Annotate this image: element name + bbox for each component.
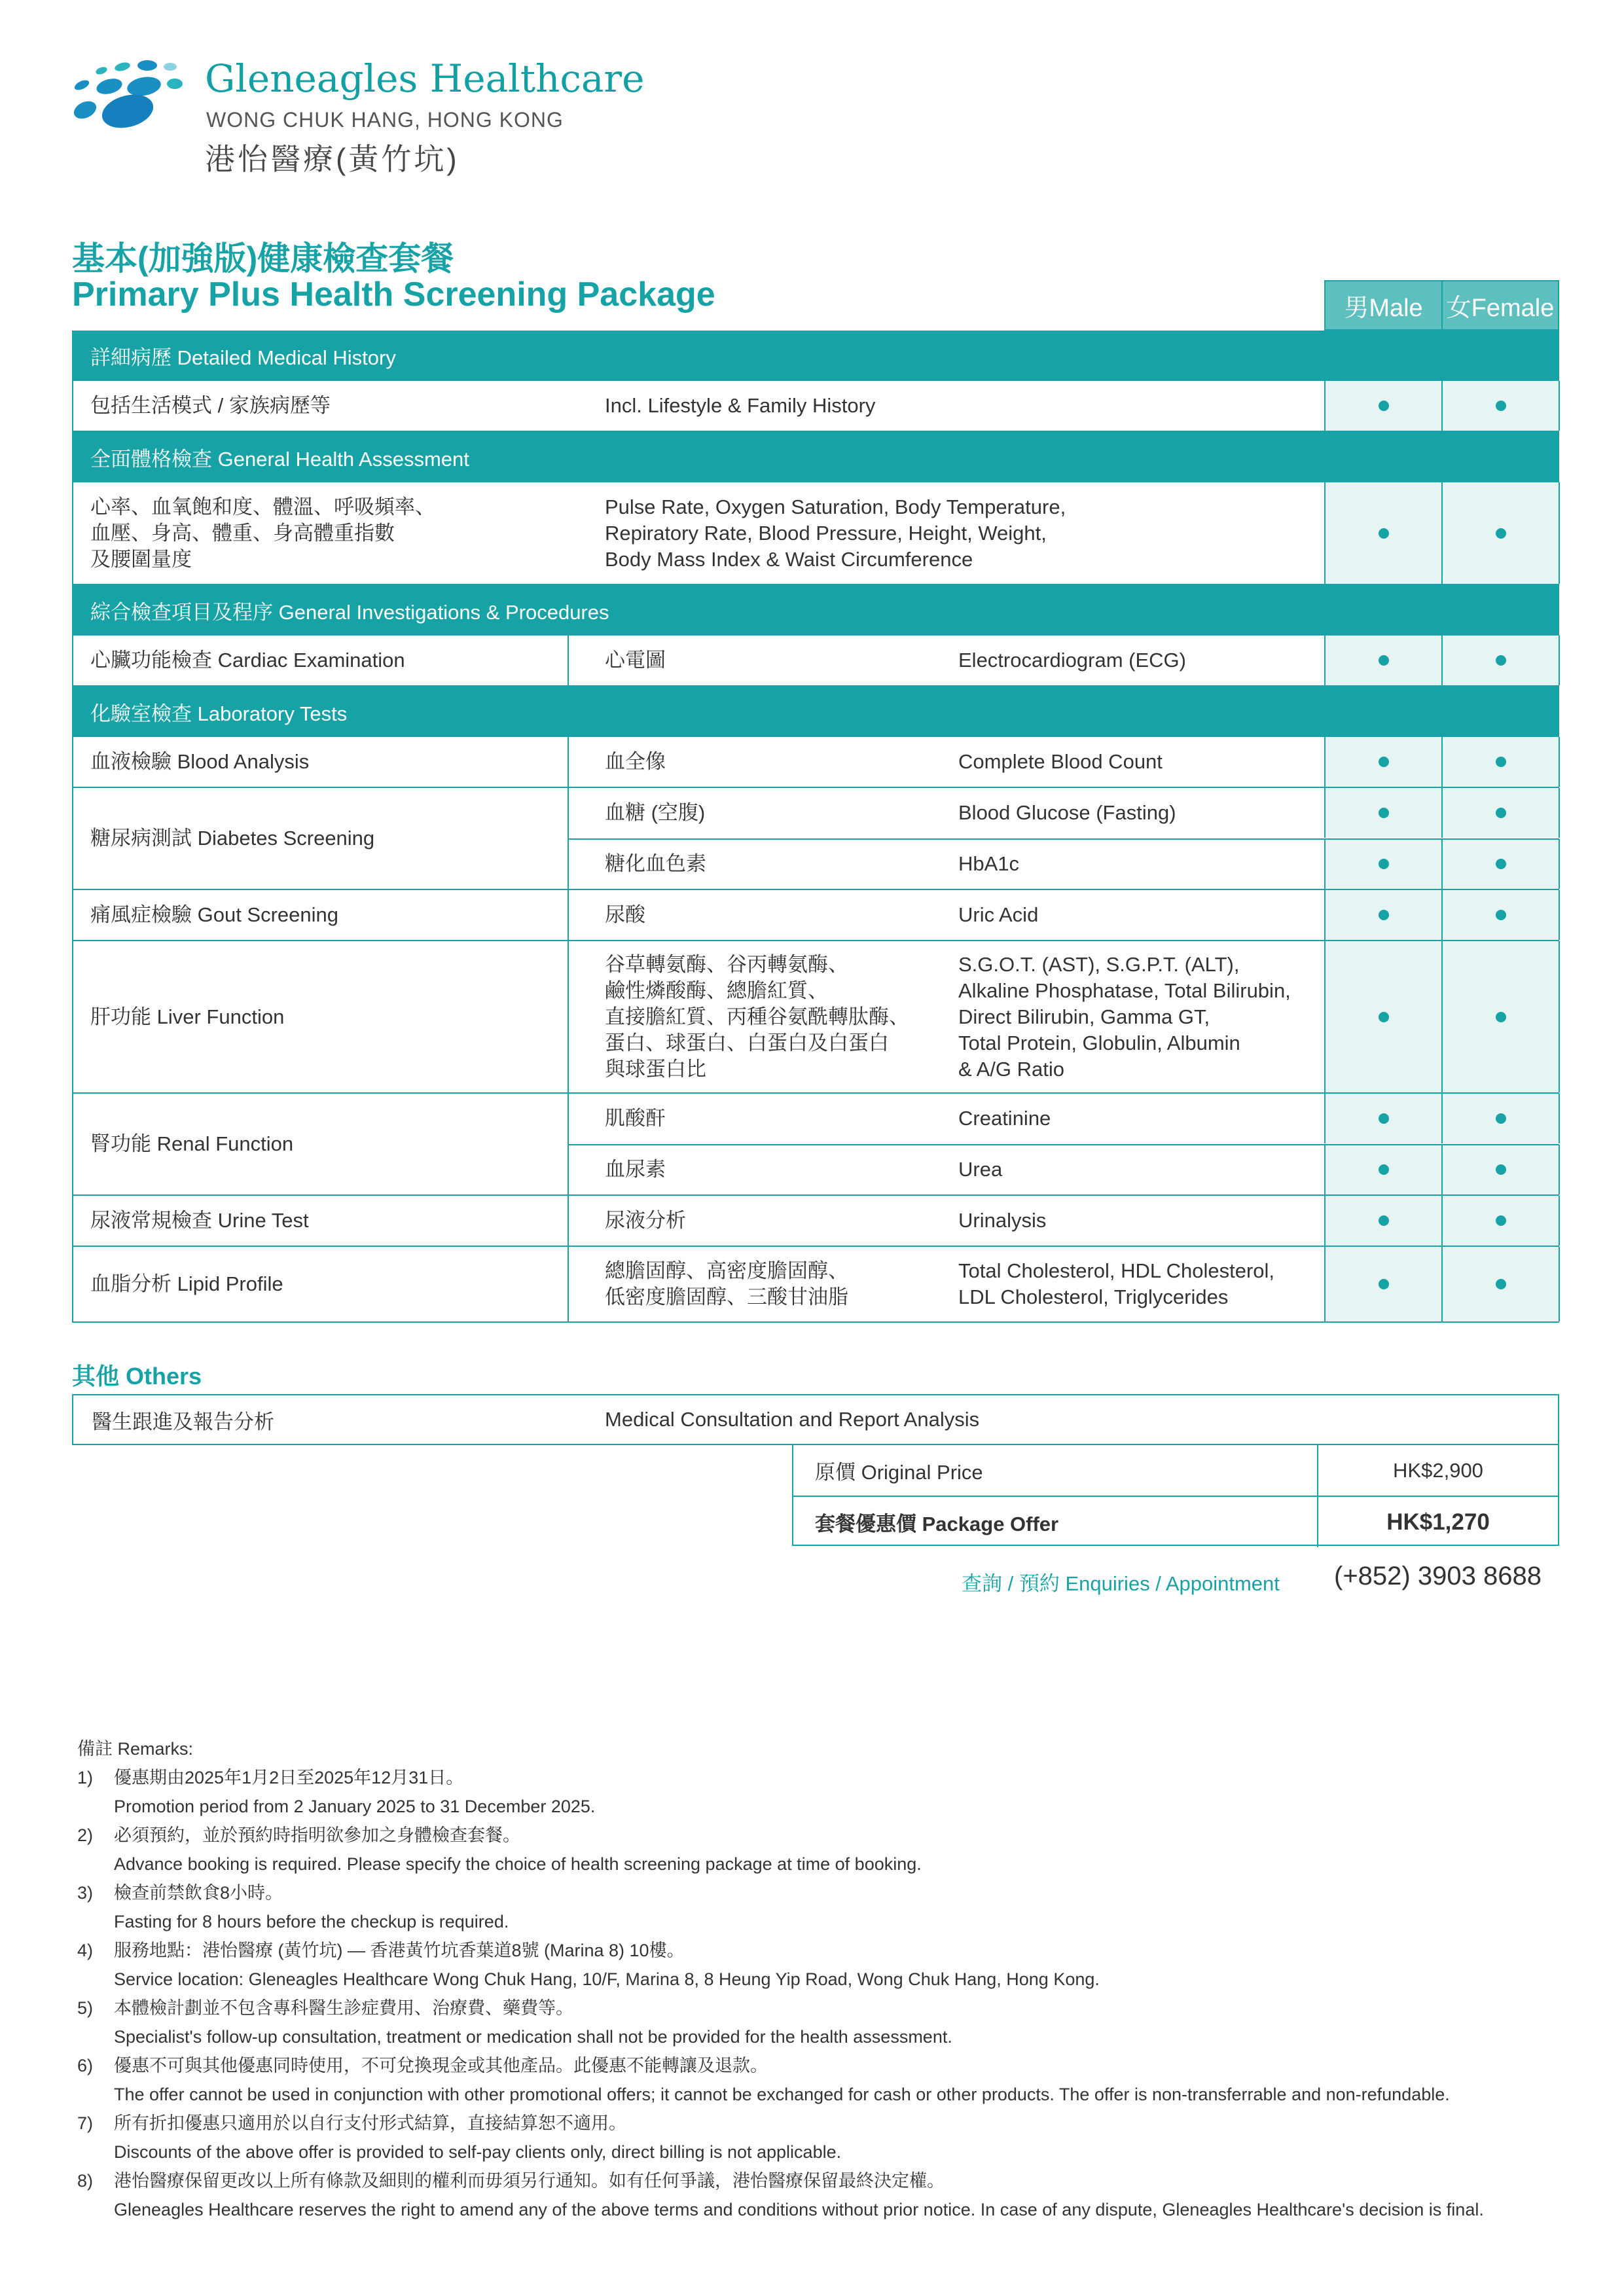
male-included-mark (1324, 636, 1441, 685)
remark-en: Promotion period from 2 January 2025 to 31 December 2025. (114, 1797, 596, 1816)
price-box (792, 1444, 1559, 1546)
remarks-title: 備註 Remarks: (77, 1739, 194, 1759)
male-included-mark (1324, 788, 1441, 838)
remark-item (77, 2166, 1558, 2224)
row-item-cn: 血糖 (空腹) (605, 801, 706, 824)
remark-cn: 本體檢計劃並不包含專科醫生診症費用、治療費、藥費等。 (114, 1998, 573, 2018)
remark-cn: 優惠不可與其他優惠同時使用，不可兌換現金或其他產品。此優惠不能轉讓及退款。 (114, 2056, 768, 2075)
remark-en: The offer cannot be used in conjunction with other promotional offers; it cannot be exchanged for cash or other products. The offer is non-transferrable and non-refundable. (114, 2085, 1450, 2104)
remark-item (77, 1994, 1558, 2051)
male-included-mark (1324, 482, 1441, 584)
male-included-mark (1324, 839, 1441, 889)
male-included-mark (1324, 1145, 1441, 1194)
remark-cn: 優惠期由2025年1月2日至2025年12月31日。 (114, 1768, 464, 1787)
remark-number: 1) (77, 1768, 94, 1787)
package-offer-label: 套餐優惠價 Package Offer (815, 1513, 1059, 1535)
dots-logo-icon (62, 59, 183, 134)
female-included-mark (1441, 1145, 1560, 1194)
remark-cn: 必須預約，並於預約時指明欲參加之身體檢查套餐。 (114, 1825, 520, 1845)
row-category: 腎功能 Renal Function (90, 1132, 294, 1155)
row-item-en: Complete Blood Count (958, 750, 1163, 773)
row-item-en: Incl. Lifestyle & Family History (605, 394, 876, 417)
section-general-health-assessment: 全面體格檢查 General Health Assessment (72, 432, 1559, 482)
package-offer-row (793, 1496, 1558, 1547)
remark-cn: 所有折扣優惠只適用於以自行支付形式結算，直接結算恕不適用。 (114, 2113, 626, 2133)
male-included-mark (1324, 737, 1441, 787)
male-included-mark (1324, 941, 1441, 1092)
female-included-mark (1441, 1094, 1560, 1143)
remark-number: 7) (77, 2113, 94, 2133)
others-item-en: Medical Consultation and Report Analysis (605, 1408, 980, 1431)
table-row (72, 737, 1559, 788)
row-item-cn: 尿酸 (605, 903, 645, 926)
row-item-en: Electrocardiogram (ECG) (958, 649, 1186, 672)
row-item-cn: 尿液分析 (605, 1209, 686, 1232)
remark-en: Service location: Gleneagles Healthcare Wong Chuk Hang, 10/F, Marina 8, 8 Heung Yip Road, Wong Chuk Hang, Hong Kong. (114, 1969, 1100, 1989)
remark-item (77, 1878, 1558, 1936)
female-included-mark (1441, 788, 1560, 838)
others-row (72, 1394, 1559, 1445)
remark-number: 3) (77, 1883, 94, 1903)
page-title-en: Primary Plus Health Screening Package (72, 276, 715, 314)
table-row (72, 482, 1559, 585)
row-item-en: S.G.O.T. (AST), S.G.P.T. (ALT), Alkaline Phosphatase, Total Bilirubin, Direct Bilirubin, Gamma GT, Total Protein, Globulin, Albumin & A/G Ratio (958, 952, 1291, 1081)
remark-item (77, 1936, 1558, 1994)
others-item-cn: 醫生跟進及報告分析 (92, 1410, 274, 1433)
row-item-en: Urea (958, 1158, 1003, 1181)
male-included-mark (1324, 1196, 1441, 1246)
remark-number: 6) (77, 2056, 94, 2075)
others-heading: 其他 Others (72, 1363, 202, 1390)
female-included-mark (1441, 1196, 1560, 1246)
remark-en: Discounts of the above offer is provided to self-pay clients only, direct billing is not applicable. (114, 2142, 842, 2162)
original-price-label: 原價 Original Price (815, 1461, 983, 1484)
enquiry-phone[interactable]: (+852) 3903 8688 (1334, 1562, 1542, 1590)
table-row (72, 1196, 1559, 1247)
row-item-en: Creatinine (958, 1107, 1051, 1130)
remark-number: 5) (77, 1998, 94, 2018)
male-included-mark (1324, 1094, 1441, 1143)
female-included-mark (1441, 636, 1560, 685)
row-item-cn: 谷草轉氨酶、谷丙轉氨酶、 鹼性燐酸酶、總膽紅質、 直接膽紅質、丙種谷氨酰轉肽酶、 蛋白、球蛋白、白蛋白及白蛋白 與球蛋白比 (605, 952, 909, 1081)
enquiry-label: 查詢 / 預約 Enquiries / Appointment (962, 1572, 1280, 1595)
row-item-cn: 血全像 (605, 750, 666, 773)
table-row (72, 1247, 1559, 1323)
row-item-en: Pulse Rate, Oxygen Saturation, Body Temperature, Repiratory Rate, Blood Pressure, Height, Weight, Body Mass Index & Waist Circumference (605, 495, 1066, 571)
section-general-investigations: 綜合檢查項目及程序 General Investigations & Procedures (72, 585, 1559, 636)
remark-item (77, 1763, 1558, 1821)
row-item-cn: 心電圖 (605, 649, 666, 672)
row-item-en: Blood Glucose (Fasting) (958, 801, 1176, 824)
remark-number: 8) (77, 2171, 94, 2191)
row-category: 心率、血氧飽和度、體溫、呼吸頻率、 血壓、身高、體重、身高體重指數 及腰圍量度 (90, 495, 435, 571)
row-item-cn: 糖化血色素 (605, 852, 706, 875)
row-category: 尿液常規檢查 Urine Test (90, 1209, 309, 1232)
brand-location: WONG CHUK HANG, HONG KONG (206, 108, 564, 132)
row-category: 包括生活模式 / 家族病歷等 (90, 394, 331, 417)
female-included-mark (1441, 941, 1560, 1092)
section-detailed-medical-history: 詳細病歷 Detailed Medical History (72, 331, 1559, 381)
row-category: 肝功能 Liver Function (90, 1005, 285, 1028)
brand-name: Gleneagles Healthcare (205, 56, 645, 101)
brand-name-cn: 港怡醫療(黃竹坑) (205, 142, 460, 176)
section-laboratory-tests: 化驗室檢查 Laboratory Tests (72, 687, 1559, 737)
remarks (77, 1734, 1558, 2224)
remark-number: 4) (77, 1941, 94, 1960)
table-row (72, 890, 1559, 941)
row-category: 心臟功能檢查 Cardiac Examination (90, 649, 405, 672)
table-row (72, 941, 1559, 1094)
female-included-mark (1441, 839, 1560, 889)
row-item-en: HbA1c (958, 852, 1020, 875)
row-item-en: Total Cholesterol, HDL Cholesterol, LDL Cholesterol, Triglycerides (958, 1259, 1275, 1308)
remark-item (77, 1821, 1558, 1878)
row-item-en: Urinalysis (958, 1209, 1047, 1232)
remark-en: Specialist's follow-up consultation, treatment or medication shall not be provided for the health assessment. (114, 2027, 952, 2047)
female-column-header: 女Female (1441, 280, 1559, 331)
remark-item (77, 2109, 1558, 2166)
page-title-cn: 基本(加強版)健康檢查套餐 (72, 240, 454, 277)
female-included-mark (1441, 1247, 1560, 1321)
table-row (72, 1094, 1559, 1196)
female-included-mark (1441, 737, 1560, 787)
table-row (72, 381, 1559, 432)
female-included-mark (1441, 890, 1560, 940)
male-included-mark (1324, 1247, 1441, 1321)
row-category: 血脂分析 Lipid Profile (90, 1272, 283, 1295)
table-row (72, 788, 1559, 890)
table-row (72, 636, 1559, 687)
female-included-mark (1441, 482, 1560, 584)
remark-cn: 服務地點：港怡醫療 (黃竹坑) — 香港黃竹坑香葉道8號 (Marina 8) 10樓。 (114, 1941, 685, 1960)
row-category: 痛風症檢驗 Gout Screening (90, 903, 339, 926)
row-item-cn: 肌酸酐 (605, 1107, 666, 1130)
row-item-en: Uric Acid (958, 903, 1039, 926)
remark-en: Advance booking is required. Please specify the choice of health screening package at time of booking. (114, 1854, 922, 1874)
row-category: 血液檢驗 Blood Analysis (90, 750, 310, 773)
package-offer-value: HK$1,270 (1386, 1509, 1490, 1535)
male-included-mark (1324, 381, 1441, 431)
remark-en: Gleneagles Healthcare reserves the right to amend any of the above terms and conditions without prior notice. In case of any dispute, Gleneagles Healthcare's decision is final. (114, 2200, 1484, 2219)
row-item-cn: 血尿素 (605, 1158, 666, 1181)
original-price-row (793, 1445, 1558, 1496)
male-column-header: 男Male (1324, 280, 1443, 331)
remark-cn: 檢查前禁飲食8小時。 (114, 1883, 283, 1903)
row-category: 糖尿病測試 Diabetes Screening (90, 827, 375, 850)
remark-cn: 港怡醫療保留更改以上所有條款及細則的權利而毋須另行通知。如有任何爭議，港怡醫療保留最終決定權。 (114, 2171, 945, 2191)
row-item-cn: 總膽固醇、高密度膽固醇、 低密度膽固醇、三酸甘油脂 (605, 1259, 848, 1308)
remark-item (77, 2051, 1558, 2109)
remark-number: 2) (77, 1825, 94, 1845)
male-included-mark (1324, 890, 1441, 940)
original-price-value: HK$2,900 (1393, 1458, 1483, 1482)
remark-en: Fasting for 8 hours before the checkup is required. (114, 1912, 509, 1931)
female-included-mark (1441, 381, 1560, 431)
